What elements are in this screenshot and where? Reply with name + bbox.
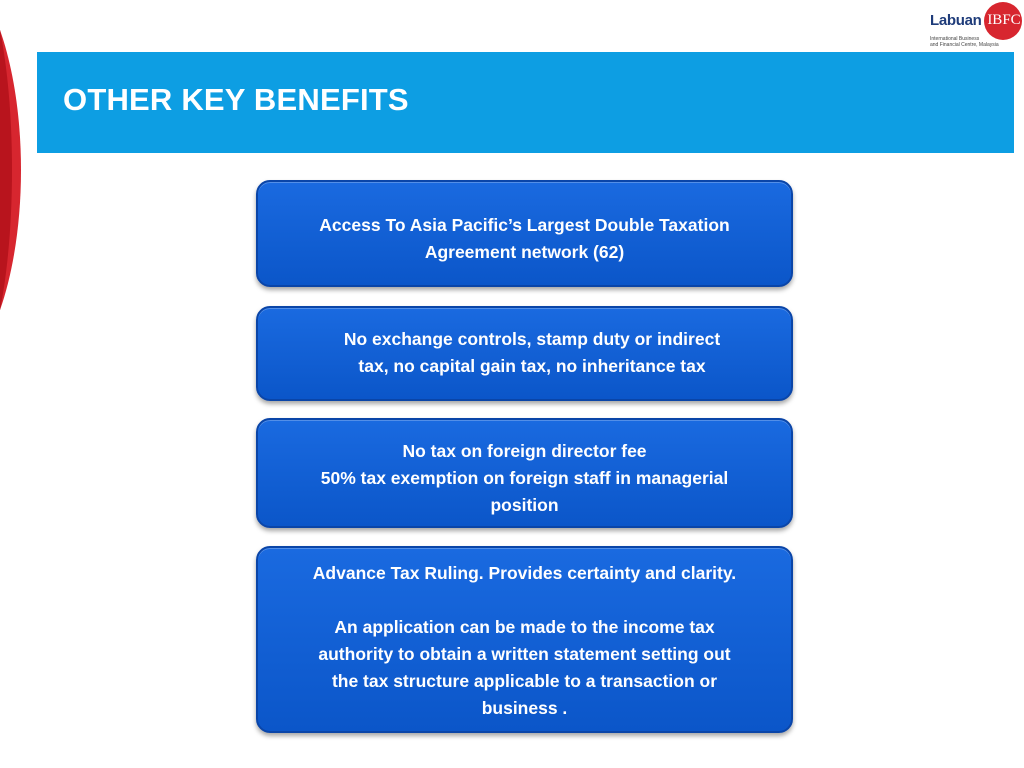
benefit-line: An application can be made to the income tax (334, 617, 715, 637)
title-bar (37, 52, 1014, 153)
benefit-line: 50% tax exemption on foreign staff in managerial (320, 468, 729, 488)
left-decorative-swoosh (0, 0, 40, 330)
benefit-heading: Advance Tax Ruling. Provides certainty and clarity. (312, 563, 737, 583)
benefit-line: the tax structure applicable to a transaction or (331, 671, 718, 691)
benefit-line: tax, no capital gain tax, no inheritance tax (358, 356, 706, 376)
logo-wordmark: Labuan (930, 12, 982, 29)
logo-tagline-2: and Financial Centre, Malaysia (930, 42, 999, 48)
benefit-line: No tax on foreign director fee (402, 441, 647, 461)
benefit-line: No exchange controls, stamp duty or indirect (343, 329, 721, 349)
benefit-line: business . (481, 698, 568, 718)
benefit-line: position (490, 495, 559, 515)
logo-tagline-1: International Business (930, 36, 980, 42)
page-title: OTHER KEY BENEFITS (63, 82, 409, 117)
benefit-box-no-controls (256, 306, 793, 401)
benefit-box-advance-tax-ruling (256, 546, 793, 733)
benefit-line: Agreement network (62) (424, 242, 625, 262)
benefit-box-director-fee (256, 418, 793, 528)
logo-badge-text: IBFC (987, 12, 1021, 28)
benefit-box-dta (256, 180, 793, 287)
benefit-line: Access To Asia Pacific’s Largest Double Taxation (319, 215, 730, 235)
benefit-line: authority to obtain a written statement setting out (318, 644, 731, 664)
spacer (278, 587, 771, 614)
labuan-ibfc-logo (928, 2, 1024, 50)
